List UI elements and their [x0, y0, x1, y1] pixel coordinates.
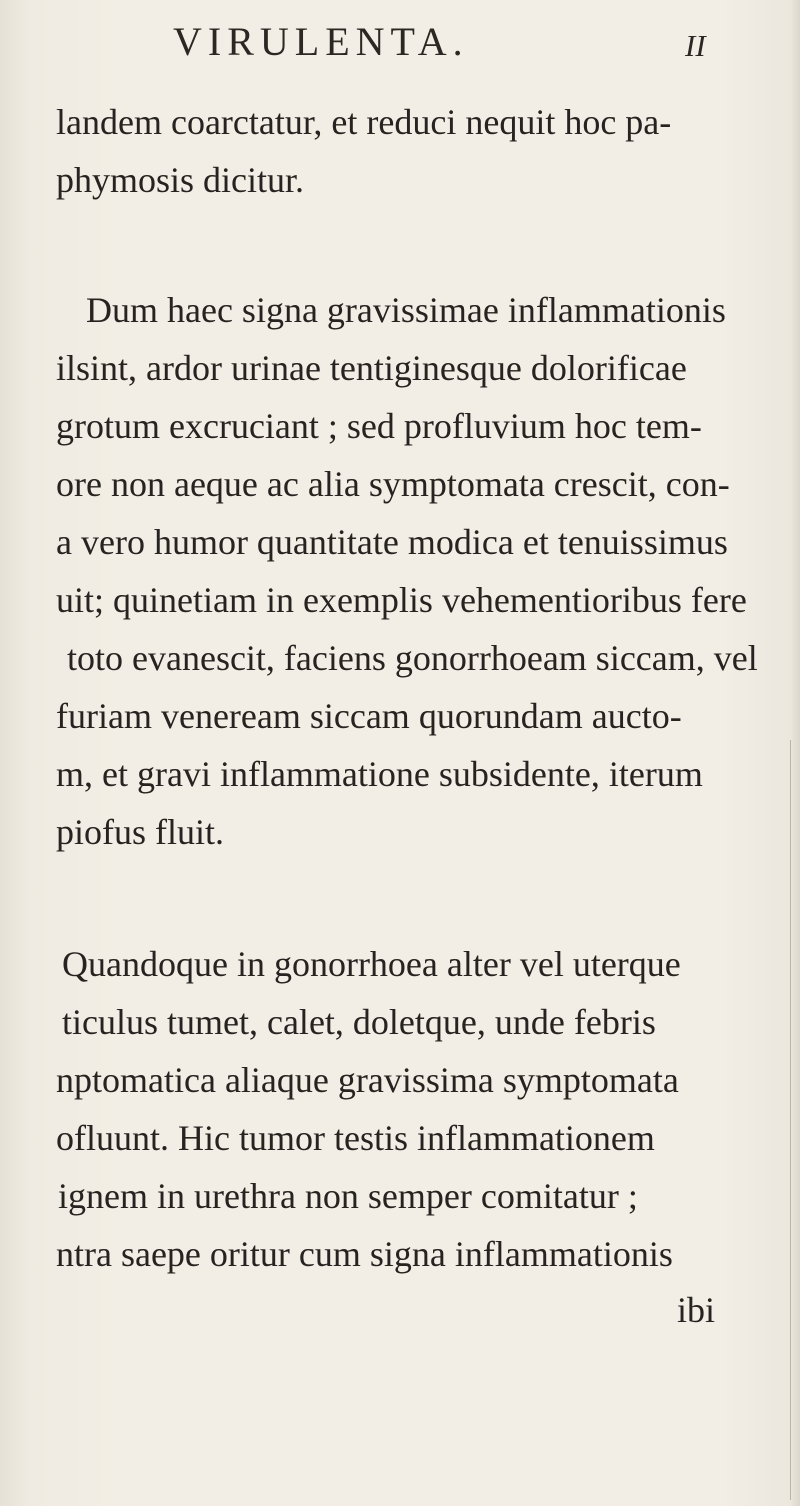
text-line-11: m, et gravi inflammatione subsidente, iterum: [56, 754, 703, 794]
text-line-2: phymosis dicitur.: [56, 160, 305, 200]
text-line-18: ntra saepe oritur cum signa inflammationis: [56, 1234, 673, 1274]
text-line-7: a vero humor quantitate modica et tenuissimus: [56, 522, 728, 562]
text-line-6: ore non aeque ac alia symptomata crescit, con-: [56, 464, 730, 504]
text-line-12: piofus fluit.: [56, 812, 224, 852]
text-line-8: uit; quinetiam in exemplis vehementioribus fere: [56, 580, 747, 620]
text-line-5: grotum excruciant ; sed profluvium hoc tem-: [56, 406, 702, 446]
text-line-3: Dum haec signa gravissimae inflammationis: [86, 290, 726, 330]
text-line-1: landem coarctatur, et reduci nequit hoc pa-: [56, 102, 672, 142]
text-line-9: toto evanescit, faciens gonorrhoeam siccam, vel: [67, 638, 758, 678]
running-title: VIRULENTA.: [173, 19, 469, 64]
catchword: ibi: [677, 1290, 716, 1330]
text-line-14: ticulus tumet, calet, doletque, unde febris: [62, 1002, 656, 1042]
text-line-16: ofluunt. Hic tumor testis inflammationem: [56, 1118, 655, 1158]
page-number: II: [685, 28, 706, 63]
text-line-4: ilsint, ardor urinae tentiginesque dolorificae: [56, 348, 687, 388]
text-line-10: furiam veneream siccam quorundam aucto-: [56, 696, 682, 736]
text-line-17: ignem in urethra non semper comitatur ;: [58, 1176, 638, 1216]
text-line-15: nptomatica aliaque gravissima symptomata: [56, 1060, 679, 1100]
text-line-13: Quandoque in gonorrhoea alter vel uterque: [62, 944, 681, 984]
